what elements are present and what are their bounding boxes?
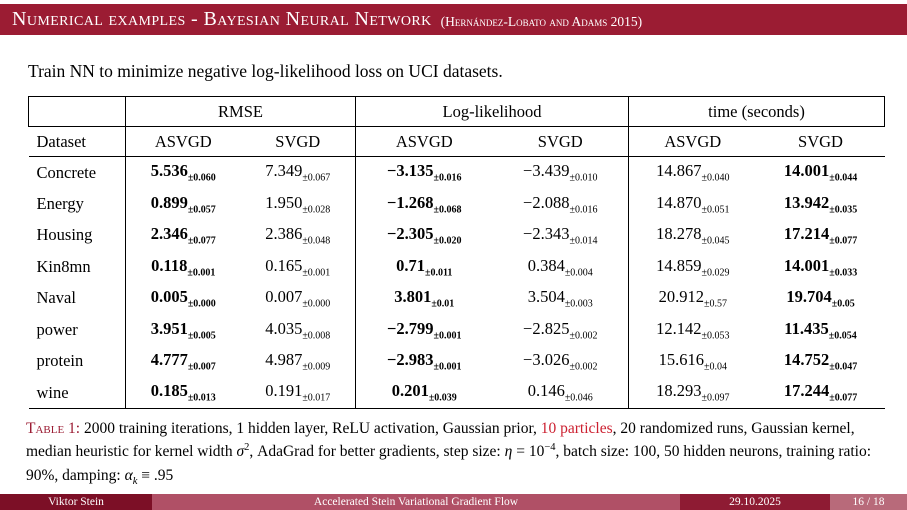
- value-cell: $14.001_{\pm 0.033}$: [783, 255, 858, 278]
- caption-segment: k: [132, 475, 138, 487]
- value-cell: $2.386_{\pm 0.048}$: [265, 224, 331, 247]
- value-cell: $0.71_{\pm 0.011}$: [356, 251, 493, 283]
- value-cell: $4.777_{\pm 0.007}$: [126, 346, 241, 378]
- value-cell: $17.214_{\pm 0.077}$: [783, 224, 858, 247]
- table-row: [29, 283, 885, 315]
- dataset-cell: Housing: [36, 225, 93, 245]
- value-cell: $5.536_{\pm 0.060}$: [126, 157, 241, 189]
- table-row: [29, 346, 885, 378]
- value-cell: $14.870_{\pm 0.051}$: [629, 188, 757, 220]
- caption-segment: ≡ .95: [137, 466, 174, 484]
- dataset-cell: Kin8mn: [36, 256, 91, 276]
- value-cell: $-1.268_{\pm 0.068}$: [356, 188, 493, 220]
- caption-segment: Table 1:: [26, 420, 81, 437]
- corner-cell: [29, 97, 126, 127]
- caption-segment: , 20 randomized runs, Gaussian kernel, median heuristic for kernel width: [26, 420, 855, 461]
- value-cell: $20.912_{\pm 0.57}$: [629, 283, 757, 315]
- column-header-row: [29, 127, 885, 157]
- value-cell: $4.035_{\pm 0.008}$: [265, 318, 331, 341]
- caption-segment: 2000 training iterations, 1 hidden layer, ReLU activation, Gaussian prior,: [80, 420, 541, 437]
- table-row: [29, 251, 885, 283]
- footer-author: Viktor Stein: [0, 494, 152, 510]
- column-header-dataset: Dataset: [29, 127, 126, 157]
- column-header-svgd-rmse: SVGD: [241, 127, 356, 157]
- value-cell: $12.142_{\pm 0.053}$: [629, 314, 757, 346]
- value-cell: $0.005_{\pm 0.000}$: [126, 283, 241, 315]
- value-cell: $2.346_{\pm 0.077}$: [126, 220, 241, 252]
- value-cell: $3.504_{\pm 0.003}$: [527, 287, 593, 310]
- caption-segment: , AdaGrad for better gradients, step size:: [249, 443, 505, 461]
- caption-segment: η: [504, 443, 513, 461]
- value-cell: $-3.026_{\pm 0.002}$: [523, 350, 598, 373]
- value-cell: $-3.135_{\pm 0.016}$: [356, 157, 493, 189]
- value-cell: $-2.305_{\pm 0.020}$: [356, 220, 493, 252]
- results-table-body: [29, 157, 885, 409]
- value-cell: $0.185_{\pm 0.013}$: [126, 377, 241, 409]
- footer-date: 29.10.2025: [680, 494, 830, 510]
- value-cell: $0.165_{\pm 0.001}$: [265, 255, 331, 278]
- caption-segment: 10 particles: [540, 420, 613, 437]
- value-cell: $-3.439_{\pm 0.010}$: [523, 161, 598, 184]
- value-cell: $0.007_{\pm 0.000}$: [265, 287, 331, 310]
- column-header-svgd-time: SVGD: [757, 127, 885, 157]
- column-header-asvgd-time: ASVGD: [629, 127, 757, 157]
- caption-segment: = 10: [512, 443, 545, 461]
- value-cell: $-2.799_{\pm 0.001}$: [356, 314, 493, 346]
- table-head: [29, 97, 885, 157]
- value-cell: $-2.088_{\pm 0.016}$: [523, 192, 598, 215]
- caption-segment: 2: [244, 442, 250, 454]
- frame-title-bar: [0, 4, 907, 35]
- value-cell: $18.293_{\pm 0.097}$: [629, 377, 757, 409]
- value-cell: $3.951_{\pm 0.005}$: [126, 314, 241, 346]
- value-cell: $14.001_{\pm 0.044}$: [783, 161, 858, 184]
- column-header-asvgd-ll: ASVGD: [356, 127, 493, 157]
- dataset-cell: Energy: [36, 193, 84, 213]
- value-cell: $0.384_{\pm 0.004}$: [527, 255, 593, 278]
- group-header-row: [29, 97, 885, 127]
- frame-title-reference: (Hernández-Lobato and Adams 2015): [440, 13, 643, 29]
- group-header-time: time (seconds): [629, 97, 885, 127]
- foot-line: [0, 494, 907, 510]
- value-cell: $7.349_{\pm 0.067}$: [265, 161, 331, 184]
- column-header-asvgd-rmse: ASVGD: [126, 127, 241, 157]
- footer-presentation-title: Accelerated Stein Variational Gradient Flow: [152, 494, 680, 510]
- caption-segment: σ: [236, 443, 245, 461]
- value-cell: $13.942_{\pm 0.035}$: [783, 192, 858, 215]
- table-row: [29, 188, 885, 220]
- value-cell: $-2.983_{\pm 0.001}$: [356, 346, 493, 378]
- value-cell: $17.244_{\pm 0.077}$: [757, 377, 885, 409]
- value-cell: $15.616_{\pm 0.04}$: [629, 346, 757, 378]
- value-cell: $14.859_{\pm 0.029}$: [629, 251, 757, 283]
- value-cell: $0.118_{\pm 0.001}$: [126, 251, 241, 283]
- results-table: [28, 96, 885, 409]
- value-cell: $-2.825_{\pm 0.002}$: [523, 318, 598, 341]
- value-cell: $14.752_{\pm 0.047}$: [783, 350, 858, 373]
- value-cell: $0.899_{\pm 0.057}$: [126, 188, 241, 220]
- intro-text: Train NN to minimize negative log-likelihood loss on UCI datasets.: [28, 61, 503, 81]
- value-cell: $3.801_{\pm 0.01}$: [356, 283, 493, 315]
- footer-page-number: 16 / 18: [830, 494, 907, 510]
- group-header-loglikelihood: Log-likelihood: [356, 97, 629, 127]
- column-header-svgd-ll: SVGD: [493, 127, 629, 157]
- dataset-cell: Naval: [36, 288, 76, 308]
- value-cell: $4.987_{\pm 0.009}$: [265, 350, 331, 373]
- value-cell: $0.191_{\pm 0.017}$: [241, 377, 356, 409]
- value-cell: $-2.343_{\pm 0.014}$: [523, 224, 598, 247]
- caption-segment: α: [124, 466, 133, 484]
- group-header-rmse: RMSE: [126, 97, 356, 127]
- dataset-cell: power: [36, 319, 78, 339]
- table-row: [29, 220, 885, 252]
- table-row: [29, 314, 885, 346]
- table-caption: [26, 417, 884, 490]
- dataset-cell: Concrete: [36, 162, 97, 182]
- dataset-cell: wine: [29, 377, 126, 409]
- caption-segment: −4: [544, 442, 556, 454]
- table-row: [29, 157, 885, 189]
- value-cell: $18.278_{\pm 0.045}$: [629, 220, 757, 252]
- value-cell: $14.867_{\pm 0.040}$: [629, 157, 757, 189]
- dataset-cell: protein: [36, 351, 84, 371]
- caption-segment: , batch size: 100, 50 hidden neurons, training ratio: 90%, damping:: [26, 443, 872, 484]
- value-cell: $1.950_{\pm 0.028}$: [265, 192, 331, 215]
- value-cell: $0.146_{\pm 0.046}$: [493, 377, 629, 409]
- table-row: [29, 377, 885, 409]
- frame-title: Numerical examples - Bayesian Neural Network: [12, 8, 432, 30]
- value-cell: $19.704_{\pm 0.05}$: [786, 287, 855, 310]
- value-cell: $11.435_{\pm 0.054}$: [784, 318, 857, 341]
- value-cell: $0.201_{\pm 0.039}$: [356, 377, 493, 409]
